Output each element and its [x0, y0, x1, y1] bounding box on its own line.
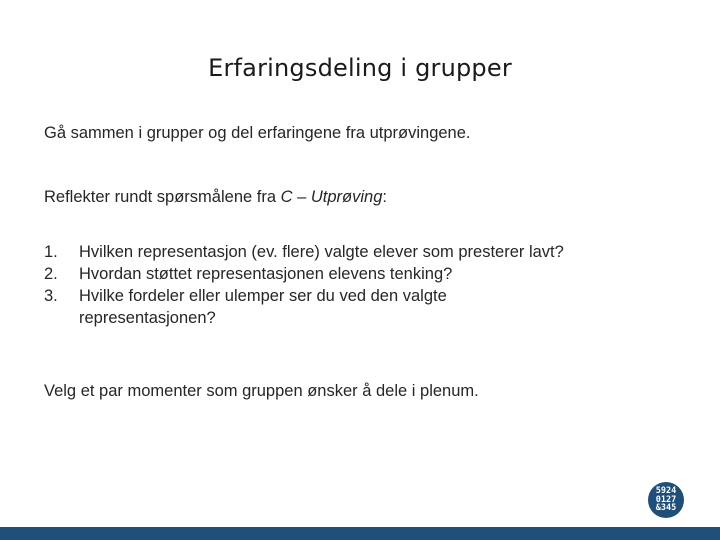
logo-text: 5924 0127 &345: [655, 486, 677, 514]
list-item-number: 3.: [44, 287, 58, 305]
closing-text: Velg et par momenter som gruppen ønsker å dele i plenum.: [44, 382, 479, 400]
list-item: [44, 285, 679, 329]
reflect-suffix: :: [382, 188, 387, 206]
list-item-text: Hvilke fordeler eller ulemper ser du ved den valgte representasjonen?: [79, 287, 447, 327]
reflect-prefix: Reflekter rundt spørsmålene fra: [44, 188, 281, 206]
reflect-emphasis: C – Utprøving: [280, 188, 383, 206]
question-list: [44, 241, 679, 329]
list-item: [44, 263, 679, 285]
logo-icon: [648, 482, 684, 518]
bottom-bar: [0, 527, 720, 540]
list-item: [44, 241, 679, 263]
list-item-number: 1.: [44, 243, 58, 261]
slide-title: Erfaringsdeling i grupper: [208, 54, 512, 82]
reflect-text: [44, 186, 387, 208]
list-item-number: 2.: [44, 265, 58, 283]
list-item-text: Hvordan støttet representasjonen elevens tenking?: [79, 265, 453, 283]
intro-text: Gå sammen i grupper og del erfaringene fra utprøvingene.: [44, 124, 471, 142]
list-item-text: Hvilken representasjon (ev. flere) valgte elever som presterer lavt?: [79, 243, 564, 261]
